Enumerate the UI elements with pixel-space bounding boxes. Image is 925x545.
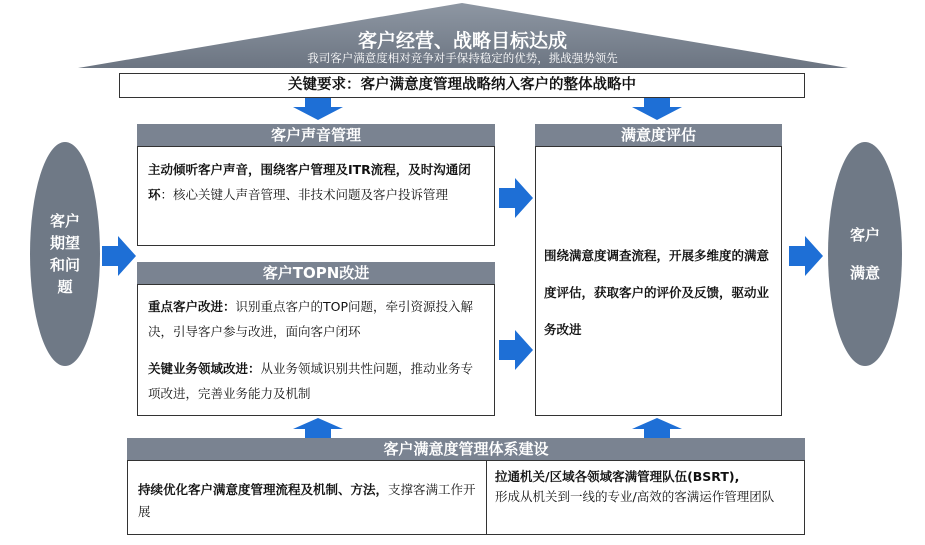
- ellipse-line: 期望: [49, 234, 80, 252]
- customer-satisfaction-ellipse: [828, 142, 902, 366]
- right-arrow-to-satisfaction: [789, 236, 823, 276]
- voice-management-bold: 主动倾听客户声音，围绕客户管理及ITR流程，及时沟通闭环: [148, 162, 471, 202]
- ellipse-line: 题: [57, 278, 73, 296]
- system-team-cell: [487, 461, 804, 534]
- system-process-cell: [128, 461, 487, 534]
- system-right-bold: 拉通机关/区域各领域客满管理队伍(BSRT),: [495, 469, 740, 484]
- ellipse-line: 和问: [49, 256, 80, 274]
- system-left-text: 支撑客满工作开展: [138, 482, 476, 519]
- right-arrow-voice-to-evaluation: [499, 178, 533, 218]
- voice-management-text: ：核心关键人声音管理、非技术问题及客户投诉管理: [160, 187, 449, 202]
- system-right-text: 形成从机关到一线的专业/高效的客满运作管理团队: [495, 489, 775, 504]
- voice-management-box: [137, 146, 495, 246]
- topn-header: 客户TOPN改进: [137, 262, 495, 284]
- topn-para-2: [148, 356, 484, 406]
- right-arrow-topn-to-evaluation: [499, 330, 533, 370]
- right-arrow-from-expectation: [102, 236, 136, 276]
- strategy-goal-title: 客户经营、战略目标达成: [357, 30, 567, 52]
- ellipse-line: 客户: [849, 226, 880, 244]
- customer-expectation-ellipse: [30, 142, 100, 366]
- system-building-box: [127, 460, 805, 535]
- evaluation-box: [535, 146, 782, 416]
- evaluation-header: 满意度评估: [535, 124, 782, 146]
- up-arrow-to-evaluation: [632, 418, 682, 438]
- strategy-goal-subtitle: 我司客户满意度相对竞争对手保持稳定的优势，挑战强势领先: [307, 51, 618, 65]
- topn-p2-bold: 关键业务领域改进：: [148, 361, 261, 376]
- topn-p2-text: 从业务领域识别共性问题，推动业务专项改进，完善业务能力及机制: [148, 361, 474, 401]
- voice-management-header: 客户声音管理: [137, 124, 495, 146]
- key-requirement-bar: 关键要求：客户满意度管理战略纳入客户的整体战略中: [119, 73, 805, 98]
- down-arrow-to-evaluation: [632, 98, 682, 120]
- ellipse-line: 客户: [49, 212, 80, 230]
- system-left-bold: 持续优化客户满意度管理流程及机制、方法，: [138, 482, 389, 497]
- topn-para-1: [148, 294, 484, 344]
- down-arrow-to-voice: [293, 98, 343, 120]
- up-arrow-to-topn: [293, 418, 343, 438]
- topn-p1-bold: 重点客户改进：: [148, 299, 236, 314]
- system-building-header: 客户满意度管理体系建设: [127, 438, 805, 460]
- evaluation-text: 围绕满意度调查流程，开展多维度的满意度评估，获取客户的评价及反馈，驱动业务改进: [544, 248, 770, 337]
- ellipse-line: 满意: [849, 264, 880, 282]
- topn-p1-text: 识别重点客户的TOP问题，牵引资源投入解决，引导客户参与改进，面向客户闭环: [148, 299, 474, 339]
- topn-box: [137, 284, 495, 416]
